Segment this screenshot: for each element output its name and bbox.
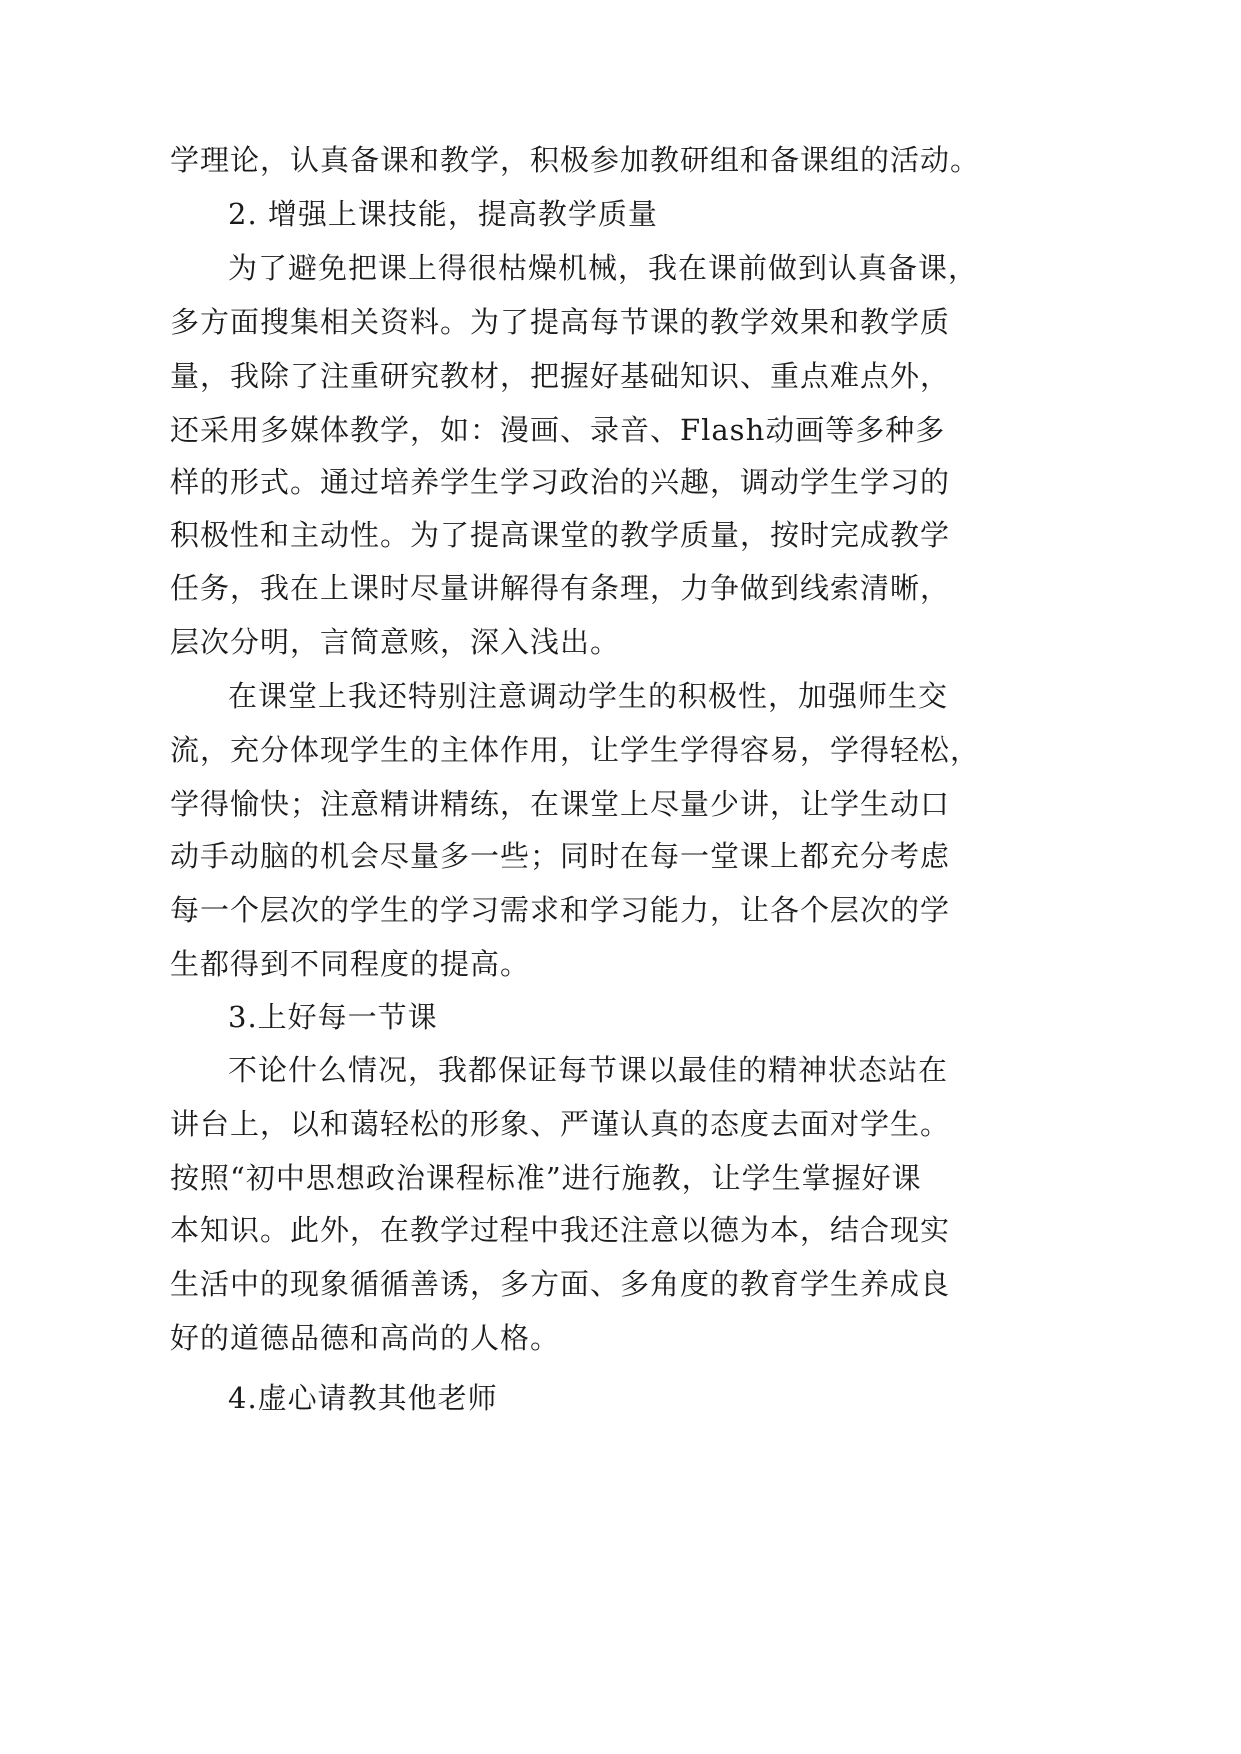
section-heading: 2. 增强上课技能，提高教学质量: [228, 197, 658, 231]
text-line: 还采用多媒体教学，如：漫画、录音、Flash动画等多种多: [170, 413, 946, 447]
text-line: 每一个层次的学生的学习需求和学习能力，让各个层次的学: [170, 893, 951, 927]
text-line: 不论什么情况，我都保证每节课以最佳的精神状态站在: [228, 1053, 949, 1087]
text-line: 本知识。此外，在教学过程中我还注意以德为本，结合现实: [170, 1213, 951, 1247]
text-line: 在课堂上我还特别注意调动学生的积极性，加强师生交: [228, 679, 949, 713]
text-line: 生活中的现象循循善诱，多方面、多角度的教育学生养成良: [170, 1267, 951, 1301]
text-line: 积极性和主动性。为了提高课堂的教学质量，按时完成教学: [170, 518, 951, 552]
section-heading: 4.虚心请教其他老师: [228, 1381, 498, 1415]
text-line: 学得愉快；注意精讲精练，在课堂上尽量少讲，让学生动口: [170, 787, 951, 821]
text-line: 流，充分体现学生的主体作用，让学生学得容易，学得轻松，: [170, 733, 981, 767]
text-line: 生都得到不同程度的提高。: [170, 947, 531, 981]
text-line: 按照“初中思想政治课程标准”进行施教，让学生掌握好课: [170, 1161, 922, 1195]
text-line: 多方面搜集相关资料。为了提高每节课的教学效果和教学质: [170, 305, 951, 339]
text-line: 样的形式。通过培养学生学习政治的兴趣，调动学生学习的: [170, 465, 951, 499]
text-line: 讲台上，以和蔼轻松的形象、严谨认真的态度去面对学生。: [170, 1107, 951, 1141]
section-heading: 3.上好每一节课: [228, 1000, 438, 1034]
text-line: 层次分明，言简意赅，深入浅出。: [170, 625, 621, 659]
text-line: 任务，我在上课时尽量讲解得有条理，力争做到线索清晰，: [170, 571, 951, 605]
text-line: 学理论，认真备课和教学，积极参加教研组和备课组的活动。: [170, 143, 981, 177]
text-line: 好的道德品德和高尚的人格。: [170, 1321, 561, 1355]
text-line: 动手动脑的机会尽量多一些；同时在每一堂课上都充分考虑: [170, 839, 951, 873]
text-line: 为了避免把课上得很枯燥机械，我在课前做到认真备课，: [228, 251, 979, 285]
text-line: 量，我除了注重研究教材，把握好基础知识、重点难点外，: [170, 359, 951, 393]
